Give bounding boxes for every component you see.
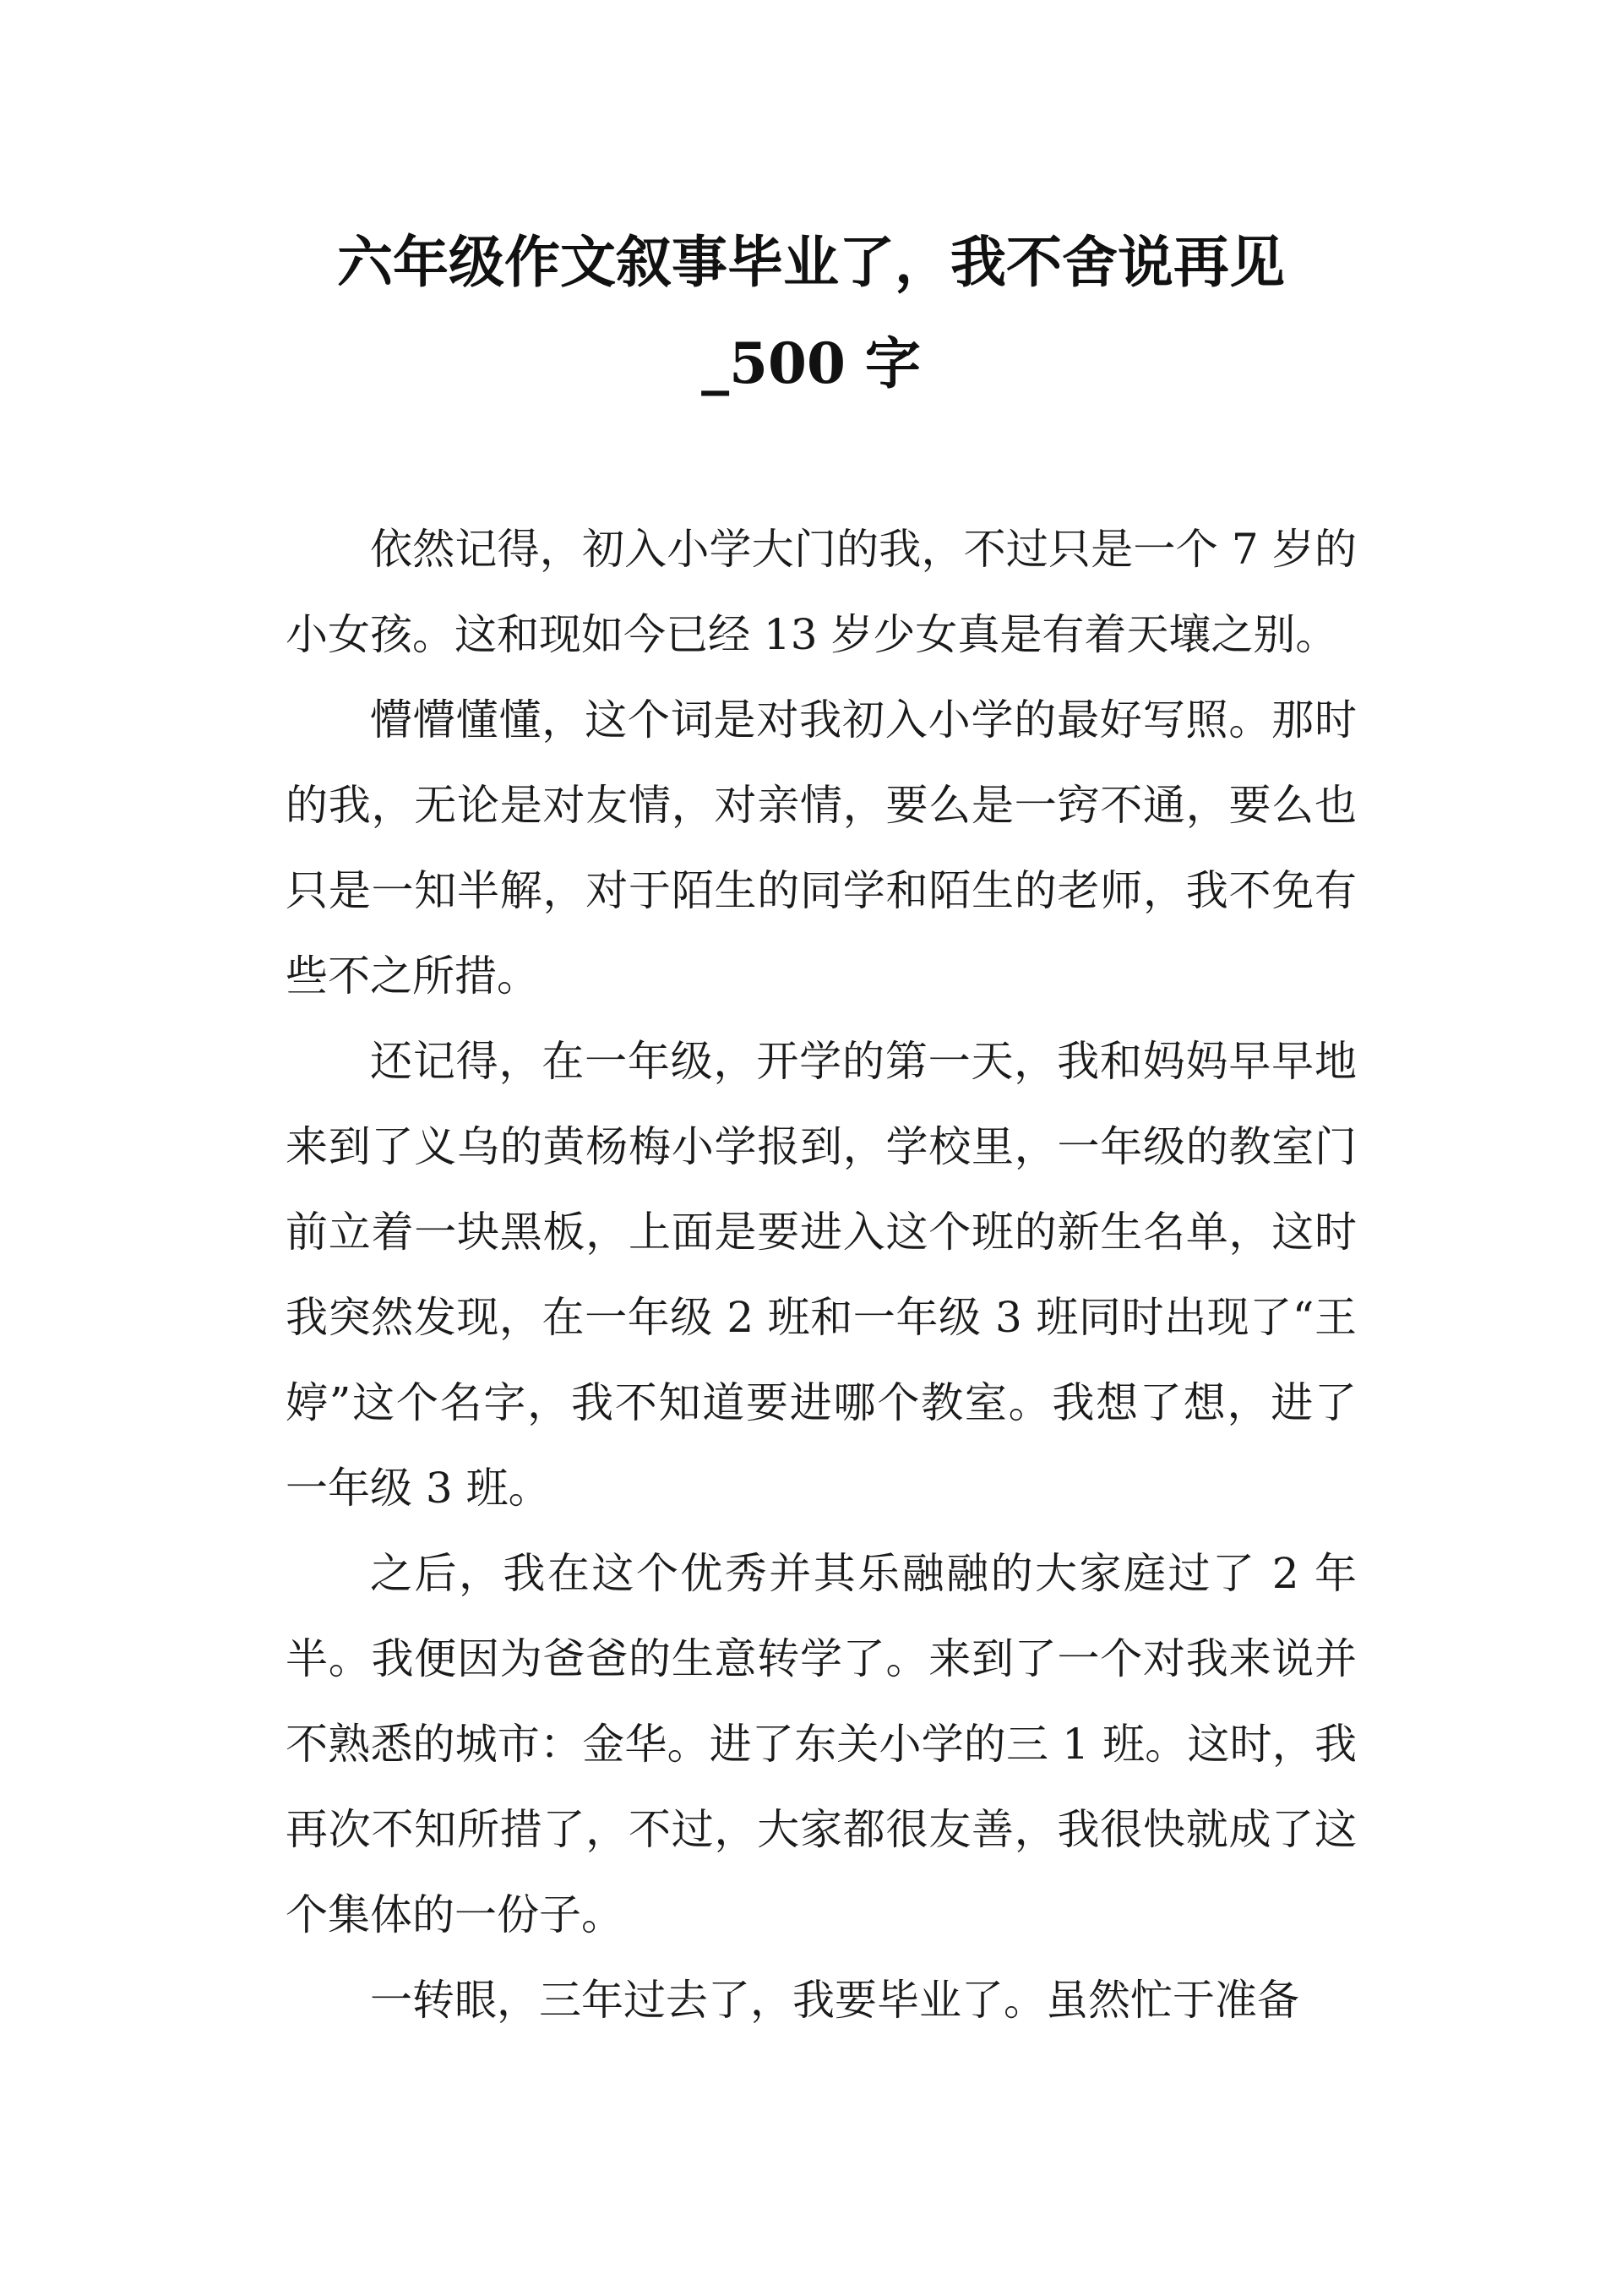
title-line-1: 六年级作文叙事毕业了，我不舍说再见 [337, 229, 1285, 295]
paragraph: 依然记得，初入小学大门的我，不过只是一个 7 岁的小女孩。这和现如今已经 13 岁少女真是有着天壤之别。 [286, 525, 1357, 659]
paragraph: 还记得，在一年级，开学的第一天，我和妈妈早早地来到了义乌的黄杨梅小学报到，学校里，一年级的教室门前立着一块黑板，上面是要进入这个班的新生名单，这时我突然发现，在一年级 2 班和一年级 3 班同时出现了“王婷”这个名字，我不知道要进哪个教室。我想了想，进了一年级 3 班。 [286, 1037, 1357, 1513]
paragraph: 懵懵懂懂，这个词是对我初入小学的最好写照。那时的我，无论是对友情，对亲情，要么是一窍不通，要么也只是一知半解，对于陌生的同学和陌生的老师，我不免有些不之所措。 [286, 695, 1357, 1001]
document-title [279, 211, 1343, 414]
paragraph: 之后，我在这个优秀并其乐融融的大家庭过了 2 年半。我便因为爸爸的生意转学了。来到了一个对我来说并不熟悉的城市：金华。进了东关小学的三 1 班。这时，我再次不知所措了，不过，大家都很友善，我很快就成了这个集体的一份子。 [286, 1549, 1357, 1939]
document-body [286, 507, 1357, 2043]
paragraph: 一转眼，三年过去了，我要毕业了。虽然忙于准备 [370, 1976, 1299, 2025]
title-line-2: _500 字 [701, 330, 921, 396]
